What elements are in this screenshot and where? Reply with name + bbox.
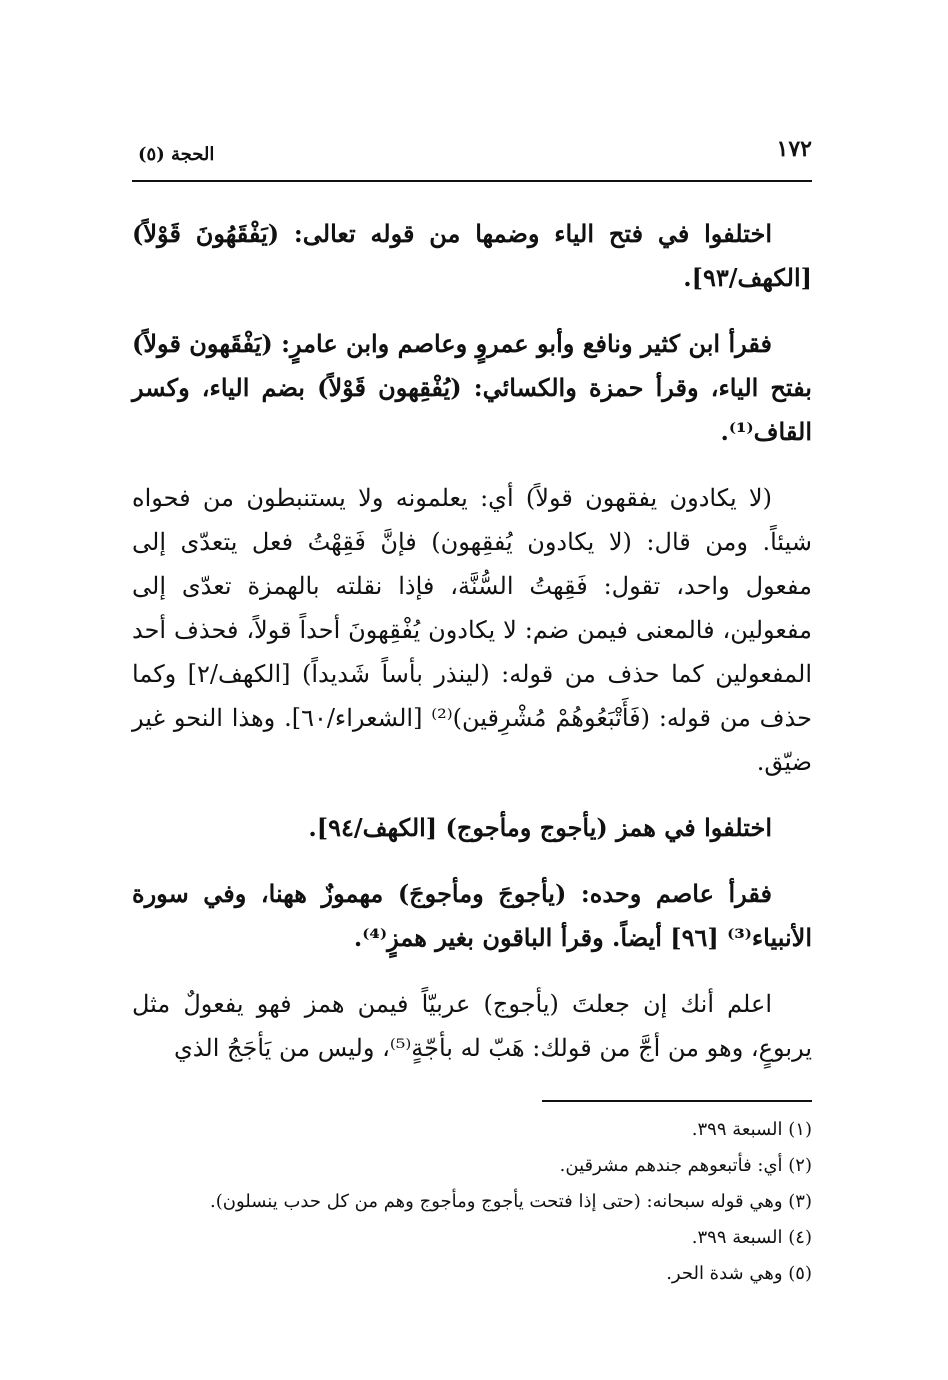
commentary-paragraph-2: اعلم أنك إن جعلتَ (يأجوج) عربيّاً فيمن همز فهو يفعولٌ مثل يربوعٍ، وهو من أجَّ من قولك: هَبّ له بأجّةٍ⁽⁵⁾، وليس من يَأجَجُ الذي	[132, 990, 812, 1062]
page-header	[132, 128, 812, 182]
footnote-3: (٣) وهي قوله سبحانه: (حتى إذا فتحت يأجوج ومأجوج وهم من كل حدب ينسلون).	[210, 1191, 812, 1212]
page-number: ١٧٢	[776, 136, 812, 162]
footnote-4: (٤) السبعة ٣٩٩.	[691, 1227, 812, 1248]
footnote-5: (٥) وهي شدة الحر.	[666, 1263, 812, 1284]
main-text	[132, 212, 812, 1070]
reading-paragraph-1: فقرأ ابن كثير ونافع وأبو عمروٍ وعاصم وابن عامرٍ: (يَفْقَهون قولاً) بفتح الياء، وقرأ حمزة والكسائي: (يُفْقِهون قَوْلاً) بضم الياء، وكسر القاف⁽¹⁾.	[132, 329, 812, 446]
commentary-paragraph-1: (لا يكادون يفقهون قولاً) أي: يعلمونه ولا يستنبطون من فحواه شيئاً. ومن قال: (لا يكادون يُفقِهون) فإنَّ فَقِهْتُ فعل يتعدّى إلى مفعول واحد، تقول: فَقِهتُ السُّنَّة، فإذا نقلته بالهمزة تعدّى إلى مفعولين، فالمعنى فيمن ضم: لا يكادون يُفْقِهونَ أحداً قولاً، فحذف أحد المفعولين كما حذف من قوله: (لينذر بأساً شَديداً) [الكهف/٢] وكما حذف من قوله: (فَأَتْبَعُوهُمْ مُشْرِقين)⁽²⁾ [الشعراء/٦٠]. وهذا النحو غير ضيّق.	[132, 484, 813, 776]
running-title: الحجة (٥)	[138, 144, 215, 165]
heading-paragraph-1: اختلفوا في فتح الياء وضمها من قوله تعالى: (يَفْقَهُونَ قَوْلاً) [الكهف/٩٣].	[132, 219, 812, 292]
book-page	[132, 128, 812, 1308]
footnote-separator	[542, 1100, 812, 1102]
footnote-2: (٢) أي: فأتبعوهم جندهم مشرقين.	[559, 1155, 812, 1176]
footnotes	[132, 1112, 812, 1292]
heading-paragraph-2: اختلفوا في همز (يأجوج ومأجوج) [الكهف/٩٤].	[308, 813, 772, 842]
footnote-1: (١) السبعة ٣٩٩.	[691, 1119, 812, 1140]
reading-paragraph-2: فقرأ عاصم وحده: (يأجوجَ ومأجوجَ) مهموزٌ ههنا، وفي سورة الأنبياء⁽³⁾ [٩٦] أيضاً. وقرأ الباقون بغير همزٍ⁽⁴⁾.	[132, 879, 812, 952]
